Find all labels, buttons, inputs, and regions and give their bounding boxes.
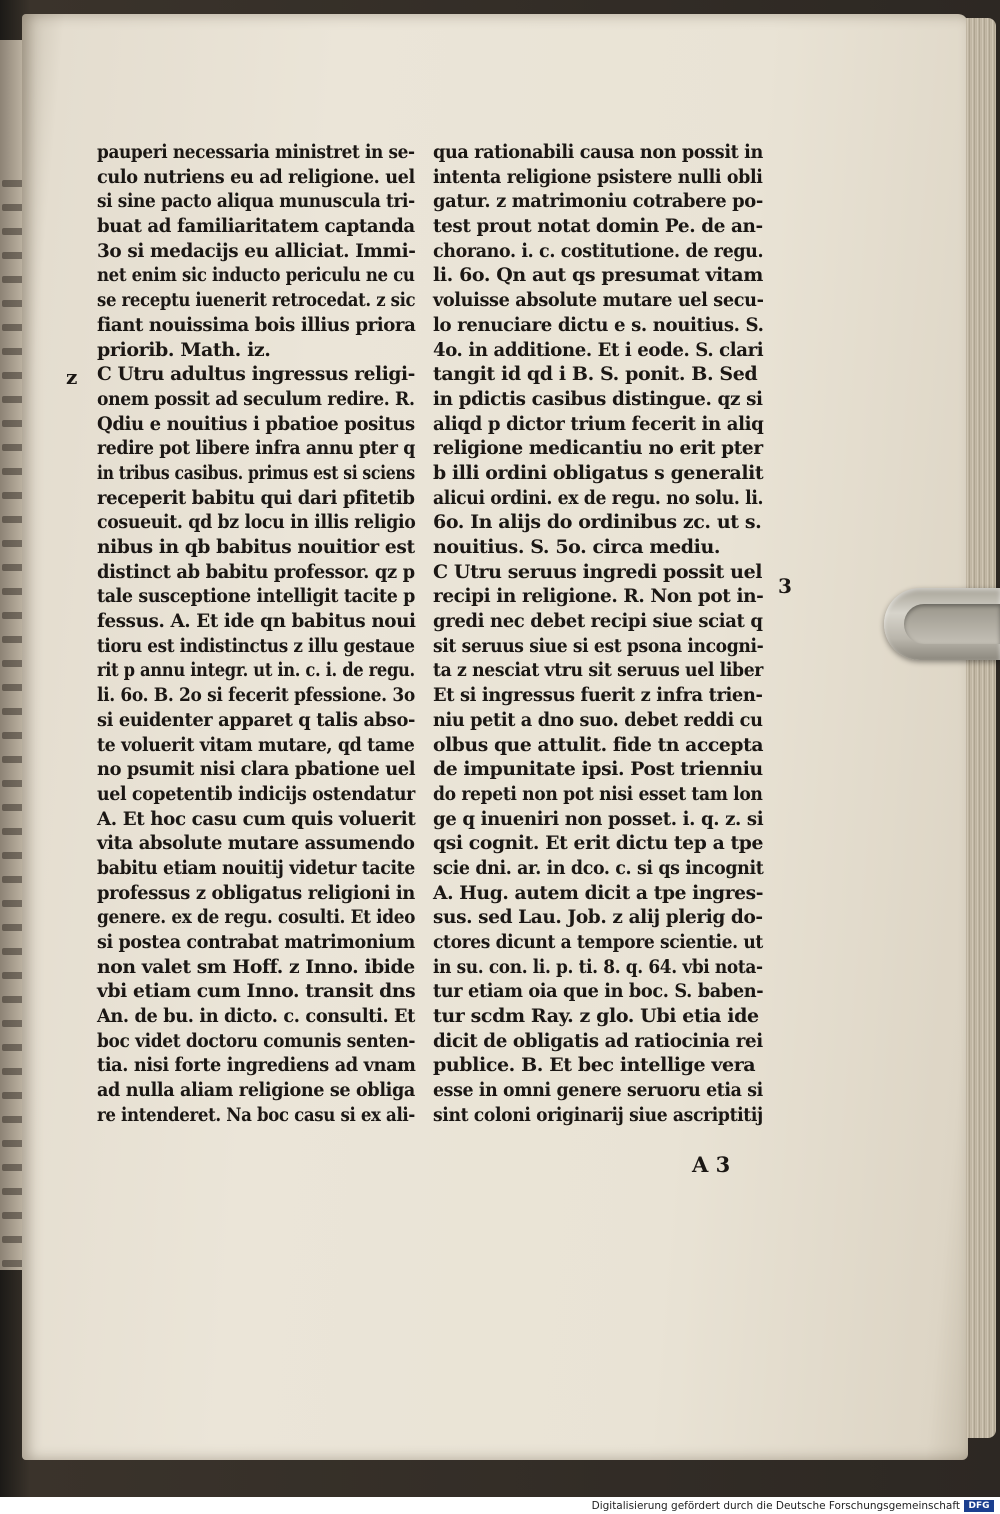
text-line: in tribus casibus. primus est si sciens [97, 461, 415, 484]
text-line: onem possit ad seculum redire. R. [97, 387, 415, 410]
signature-mark: A 3 [692, 1152, 731, 1177]
text-column-right [433, 140, 763, 1128]
text-line: boc videt doctoru comunis senten- [97, 1029, 416, 1052]
facing-page-text-fragment [2, 180, 24, 187]
text-line: recipi in religione. R. Non pot in- [433, 585, 764, 608]
text-line: li. 6o. B. 2o si fecerit pfessione. 3o [97, 684, 415, 707]
text-line: pauperi necessaria ministret in se- [97, 141, 415, 163]
text-line: vbi etiam cum Inno. transit dns [97, 980, 416, 1003]
text-line: fiant nouissima bois illius priora [97, 313, 416, 336]
margin-marker-left: z [66, 365, 78, 389]
facing-page-text-fragment [2, 900, 24, 907]
text-line: gredi nec debet recipi siue sciat q [433, 610, 763, 633]
text-line: A. Et hoc casu cum quis voluerit [97, 807, 416, 830]
text-line: sint coloni originarij siue ascriptitij [433, 1103, 763, 1126]
text-line: dicit de obligatis ad ratiocinia rei [433, 1029, 763, 1052]
text-line: tia. nisi forte ingrediens ad vnam [97, 1054, 416, 1077]
text-line: genere. ex de regu. cosulti. Et ideo [97, 906, 416, 929]
text-line: ad nulla aliam religione se obliga [97, 1079, 415, 1102]
text-line: tur scdm Ray. z glo. Ubi etia ide [433, 1005, 759, 1028]
text-line: sus. sed Lau. Job. z alij plerig do- [433, 906, 763, 929]
text-line: aliqd p dictor trium fecerit in aliq [433, 412, 764, 435]
text-line: li. 6o. Qn aut qs presumat vitam [433, 264, 763, 287]
text-line: babitu etiam nouitij videtur tacite [97, 856, 415, 879]
text-line: 4o. in additione. Et i eode. S. clari [433, 338, 764, 361]
text-line: tur etiam oia que in boc. S. baben- [433, 980, 764, 1003]
text-line: olbus que attulit. fide tn accepta [433, 733, 764, 756]
text-line: in su. con. li. p. ti. 8. q. 64. vbi nota- [433, 955, 763, 978]
text-line: priorib. Math. iz. [97, 338, 271, 361]
text-line: tioru est indistinctus z illu gestaue [97, 634, 415, 657]
text-line: receperit babitu qui dari pfitetib [97, 486, 415, 509]
text-line: in pdictis casibus distingue. qz si [433, 387, 763, 410]
text-line: An. de bu. in dicto. c. consulti. Et [97, 1005, 416, 1028]
text-line: C Utru seruus ingredi possit uel [433, 560, 763, 583]
text-line: A. Hug. autem dicit a tpe ingres- [433, 881, 764, 904]
text-column-left [97, 140, 415, 1128]
text-line: se receptu iuenerit retrocedat. z sic [97, 289, 416, 312]
text-line: net enim sic inducto periculu ne cu [97, 264, 415, 287]
text-line: voluisse absolute mutare uel secu- [433, 289, 764, 312]
book-clasp [884, 588, 1000, 660]
text-line: fessus. A. Et ide qn babitus noui [97, 610, 416, 633]
text-line: Qdiu e nouitius i pbatioe positus [97, 412, 415, 435]
text-line: Et si ingressus fuerit z infra trien- [433, 684, 763, 707]
text-line: distinct ab babitu professor. qz p [97, 560, 415, 583]
text-line: test prout notat domin Pe. de an- [433, 215, 763, 238]
text-line: tangit id qd i B. S. ponit. B. Sed [433, 363, 758, 386]
text-line: ctores dicunt a tempore scientie. ut [433, 931, 763, 953]
text-line: esse in omni genere seruoru etia si [433, 1079, 763, 1102]
text-line: si euidenter apparet q talis abso- [97, 708, 415, 731]
text-line: si postea contrabat matrimonium [97, 931, 415, 953]
text-line: nouitius. S. 5o. circa mediu. [433, 536, 721, 558]
text-line: ge q inueniri non posset. i. q. z. si [433, 807, 764, 830]
text-line: sit seruus siue si est psona incogni- [433, 634, 764, 657]
text-line: tale susceptione intelligit tacite p [97, 585, 416, 608]
text-line: b illi ordini obligatus s generalit [433, 461, 764, 484]
text-line: publice. B. Et bec intellige vera [433, 1054, 756, 1077]
text-line: de impunitate ipsi. Post trienniu [433, 758, 763, 781]
text-line: buat ad familiaritatem captanda [97, 215, 415, 238]
margin-marker-right: 3 [778, 574, 792, 598]
text-line: culo nutriens eu ad religione. uel [97, 165, 415, 188]
text-line: chorano. i. c. costitutione. de regu. [433, 239, 764, 262]
text-line: ta z nesciat vtru sit seruus uel liber [433, 659, 764, 682]
text-line: qsi cognit. Et erit dictu tep a tpe [433, 832, 764, 855]
text-line: intenta religione psistere nulli obli [433, 165, 763, 188]
text-line: si sine pacto aliqua munuscula tri- [97, 190, 415, 213]
text-line: C Utru adultus ingressus religi- [97, 363, 415, 386]
text-line: rit p annu integr. ut in. c. i. de regu. [97, 659, 415, 682]
text-line: religione medicantiu no erit pter [433, 437, 763, 460]
page-fore-edge [966, 18, 996, 1438]
text-line: lo renuciare dictu e s. nouitius. S. [433, 313, 764, 336]
text-line: gatur. z matrimoniu cotrabere po- [433, 190, 763, 213]
footer-credit: Digitalisierung gefördert durch die Deutsche Forschungsgemeinschaft [591, 1500, 960, 1512]
text-line: alicui ordini. ex de regu. no solu. li. [433, 486, 764, 509]
text-line: no psumit nisi clara pbatione uel [97, 758, 416, 781]
text-line: te voluerit vitam mutare, qd tame [97, 733, 415, 756]
text-line: redire pot libere infra annu pter q [97, 437, 415, 460]
text-line: cosueuit. qd bz locu in illis religio [97, 511, 416, 534]
text-line: niu petit a dno suo. debet reddi cu [433, 708, 763, 731]
dfg-logo: DFG [964, 1500, 994, 1512]
text-line: uel copetentib indicijs ostendatur [97, 782, 415, 805]
text-line: 3o si medacijs eu alliciat. Immi- [97, 239, 416, 262]
text-line: re intenderet. Na boc casu si ex ali- [97, 1103, 415, 1126]
text-line: qua rationabili causa non possit in [433, 141, 763, 163]
text-line: do repeti non pot nisi esset tam lon [433, 782, 763, 805]
text-line: nibus in qb babitus nouitior est [97, 536, 415, 558]
text-line: 6o. In alijs do ordinibus zc. ut s. [433, 511, 762, 534]
text-line: professus z obligatus religioni in [97, 881, 415, 904]
text-line: scie dni. ar. in dco. c. si qs incognit [433, 856, 764, 879]
text-line: non valet sm Hoff. z Inno. ibide [97, 955, 415, 978]
text-line: vita absolute mutare assumendo [97, 832, 415, 855]
